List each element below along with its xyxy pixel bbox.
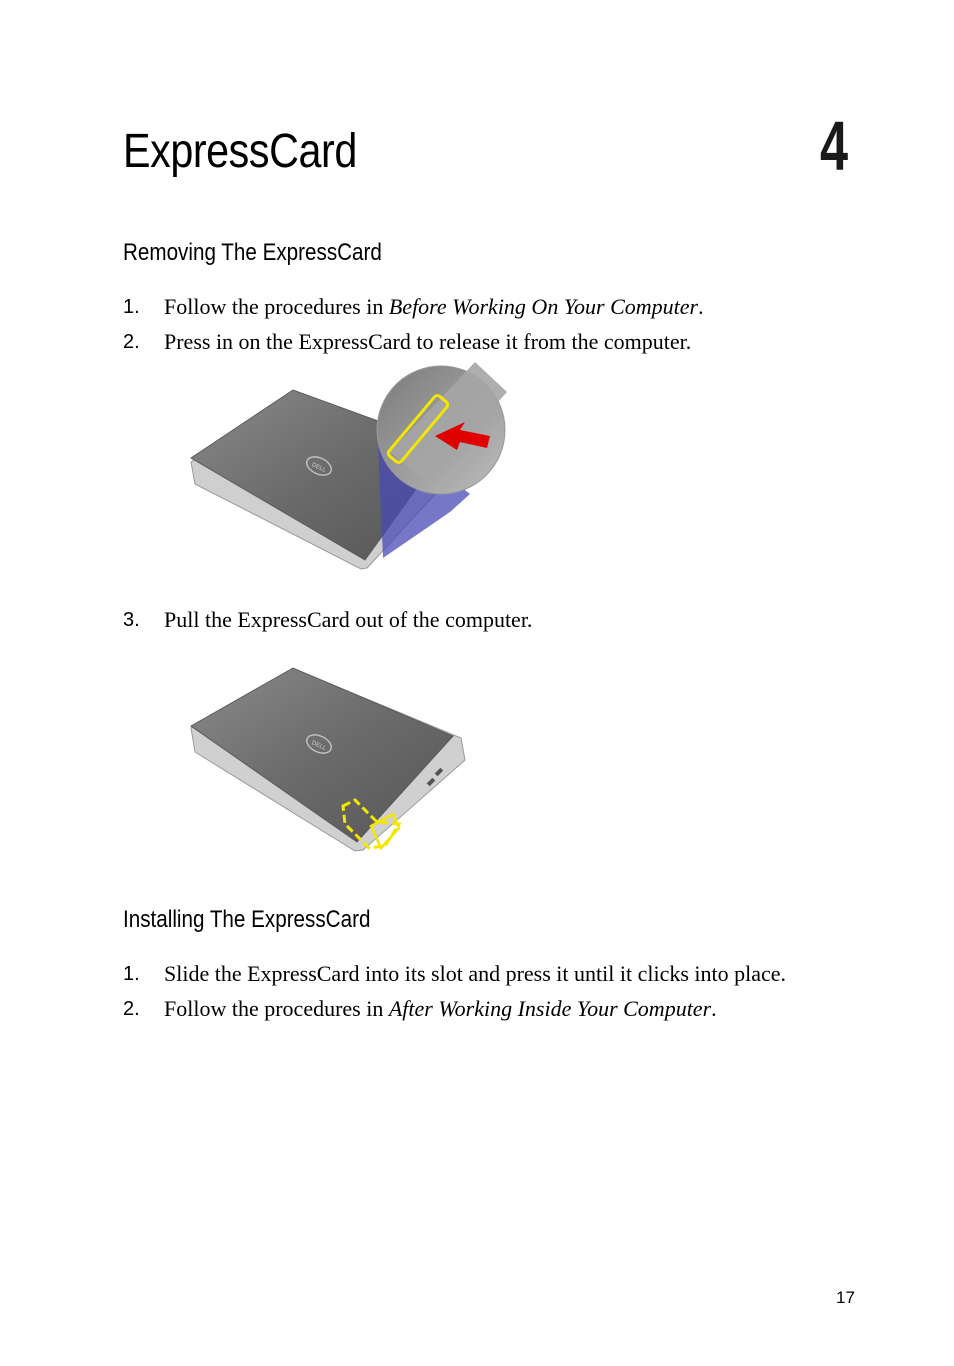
- page-number: 17: [836, 1288, 855, 1307]
- step-text: [164, 292, 704, 322]
- section-heading-installing: Installing The ExpressCard: [123, 906, 371, 933]
- step-number: 1.: [123, 296, 140, 318]
- after-working-link[interactable]: After Working Inside Your Computer: [388, 996, 712, 1021]
- chapter-title: ExpressCard: [123, 125, 357, 178]
- before-working-link[interactable]: Before Working On Your Computer: [388, 294, 699, 319]
- step-text: Pull the ExpressCard out of the computer.: [164, 607, 533, 632]
- step-number: 2.: [123, 331, 140, 353]
- step-text-suffix: .: [711, 996, 717, 1021]
- step-text-suffix: .: [698, 294, 704, 319]
- step-text: [164, 994, 717, 1024]
- step-text-prefix: Follow the procedures in: [164, 294, 389, 319]
- step-number: 1.: [123, 963, 140, 985]
- step-number: 3.: [123, 609, 140, 631]
- press-expresscard-illustration: [185, 362, 515, 574]
- step-text-prefix: Follow the procedures in: [164, 996, 389, 1021]
- svg-text:DELL: DELL: [310, 740, 327, 752]
- section-heading-removing: Removing The ExpressCard: [123, 239, 382, 266]
- step-number: 2.: [123, 998, 140, 1020]
- step-text: Slide the ExpressCard into its slot and press it until it clicks into place.: [164, 961, 787, 986]
- chapter-number: 4: [820, 107, 849, 185]
- step-text: Press in on the ExpressCard to release it from the computer.: [164, 329, 692, 354]
- svg-text:DELL: DELL: [310, 462, 327, 474]
- pull-expresscard-illustration: [185, 664, 470, 852]
